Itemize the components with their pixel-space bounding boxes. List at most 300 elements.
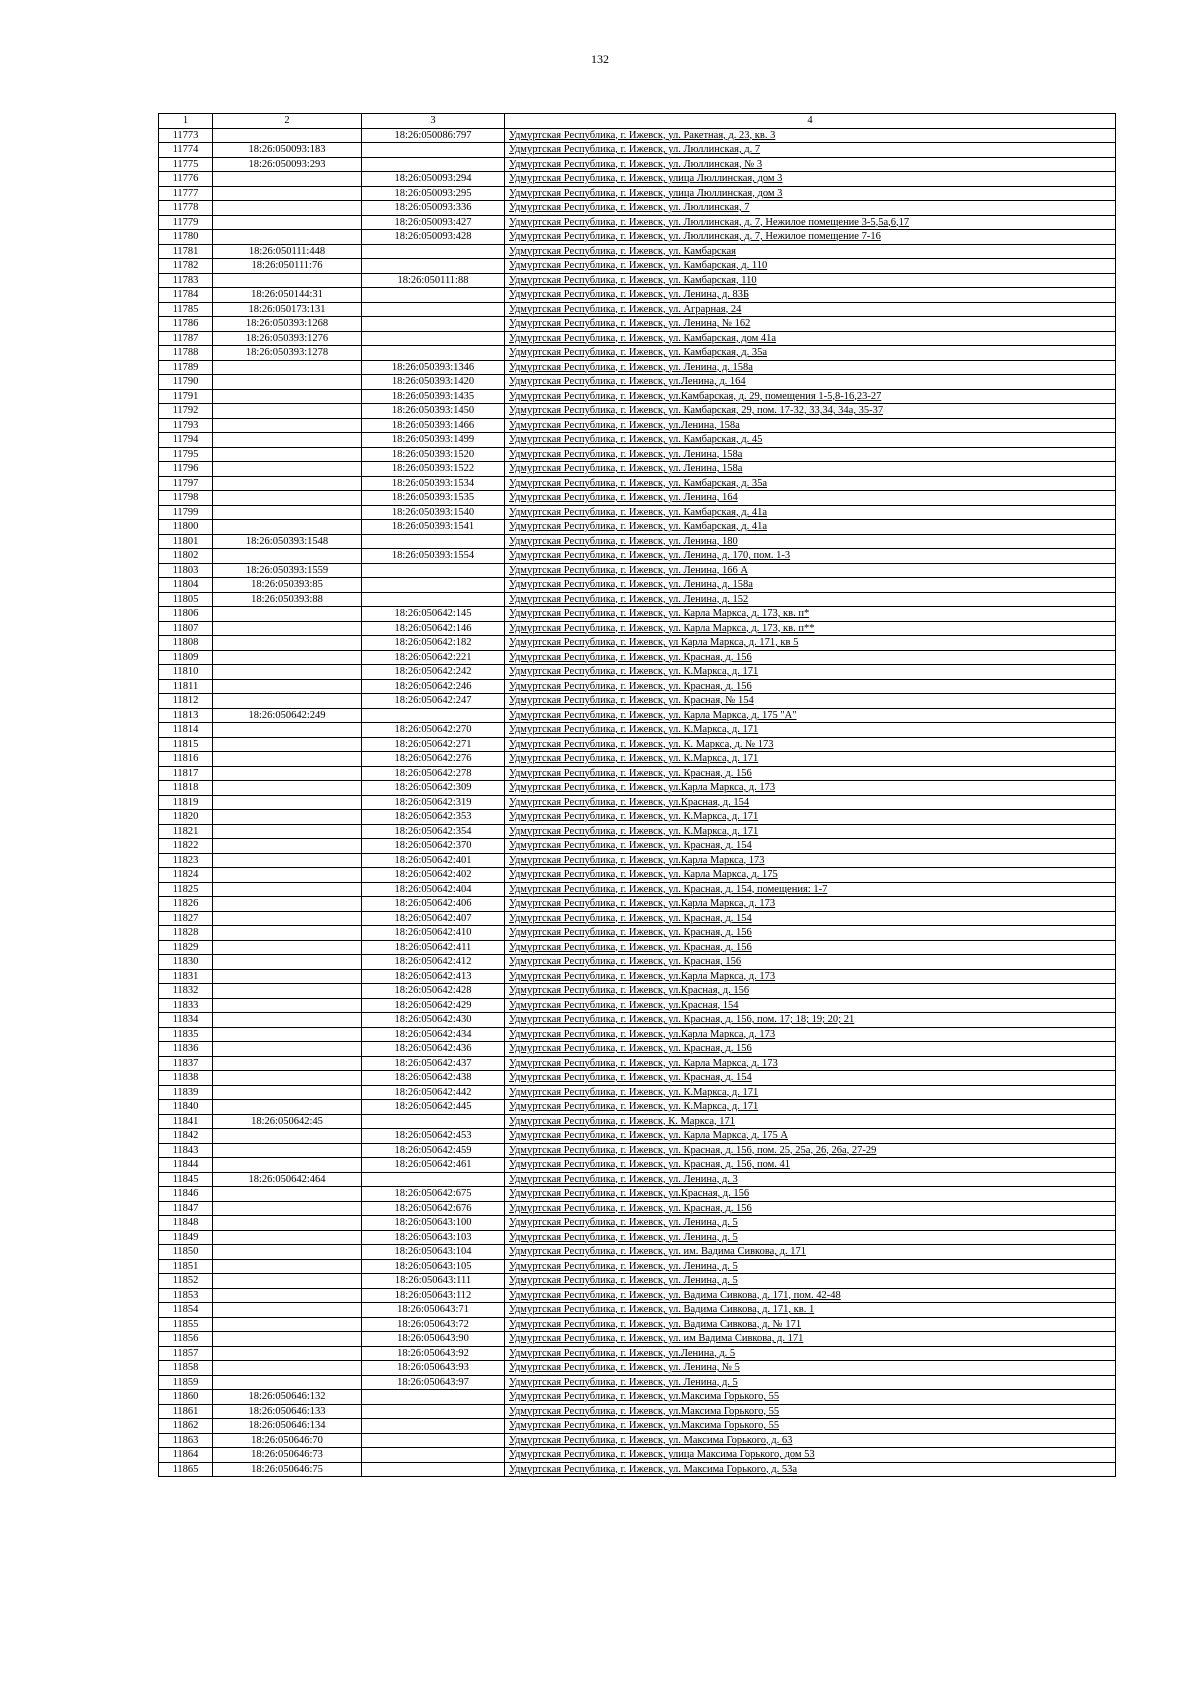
building-cadastral-number (362, 317, 505, 332)
address: Удмуртская Республика, г. Ижевск, ул. Ленина, 164 (505, 491, 1116, 506)
row-number: 11813 (159, 708, 213, 723)
address: Удмуртская Республика, г. Ижевск, ул. Ленина, д. 5 (505, 1274, 1116, 1289)
building-cadastral-number: 18:26:050642:675 (362, 1187, 505, 1202)
table-row (159, 1013, 1116, 1028)
table-row (159, 172, 1116, 187)
building-cadastral-number: 18:26:050642:410 (362, 926, 505, 941)
parcel-cadastral-number (213, 810, 362, 825)
row-number: 11799 (159, 505, 213, 520)
table-row (159, 230, 1116, 245)
address: Удмуртская Республика, г. Ижевск, ул. Ленина, д. 83Б (505, 288, 1116, 303)
row-number: 11791 (159, 389, 213, 404)
address: Удмуртская Республика, г. Ижевск, ул. Ленина, д. 158а (505, 578, 1116, 593)
table-row (159, 998, 1116, 1013)
table-body (159, 128, 1116, 1477)
building-cadastral-number: 18:26:050642:429 (362, 998, 505, 1013)
parcel-cadastral-number: 18:26:050144:31 (213, 288, 362, 303)
address: Удмуртская Республика, г. Ижевск, ул. Карла Маркса, д. 173, кв. п** (505, 621, 1116, 636)
table-row (159, 462, 1116, 477)
parcel-cadastral-number (213, 940, 362, 955)
building-cadastral-number (362, 1172, 505, 1187)
parcel-cadastral-number: 18:26:050393:1278 (213, 346, 362, 361)
building-cadastral-number: 18:26:050642:354 (362, 824, 505, 839)
parcel-cadastral-number (213, 491, 362, 506)
table-row (159, 1390, 1116, 1405)
row-number: 11796 (159, 462, 213, 477)
address: Удмуртская Республика, г. Ижевск, ул. Люллинская, 7 (505, 201, 1116, 216)
column-header-2: 2 (213, 114, 362, 129)
row-number: 11853 (159, 1288, 213, 1303)
building-cadastral-number: 18:26:050643:103 (362, 1230, 505, 1245)
building-cadastral-number: 18:26:050642:437 (362, 1056, 505, 1071)
row-number: 11819 (159, 795, 213, 810)
building-cadastral-number (362, 143, 505, 158)
building-cadastral-number: 18:26:050642:461 (362, 1158, 505, 1173)
table-row (159, 1129, 1116, 1144)
table-row (159, 1201, 1116, 1216)
building-cadastral-number (362, 259, 505, 274)
building-cadastral-number (362, 1462, 505, 1477)
building-cadastral-number: 18:26:050643:90 (362, 1332, 505, 1347)
parcel-cadastral-number (213, 462, 362, 477)
parcel-cadastral-number (213, 665, 362, 680)
parcel-cadastral-number: 18:26:050393:85 (213, 578, 362, 593)
table-row (159, 1245, 1116, 1260)
parcel-cadastral-number: 18:26:050393:1268 (213, 317, 362, 332)
building-cadastral-number: 18:26:050642:146 (362, 621, 505, 636)
parcel-cadastral-number: 18:26:050646:133 (213, 1404, 362, 1419)
address: Удмуртская Республика, г. Ижевск, ул. Красная, д. 156 (505, 926, 1116, 941)
table-row (159, 433, 1116, 448)
parcel-cadastral-number (213, 1013, 362, 1028)
row-number: 11816 (159, 752, 213, 767)
address: Удмуртская Республика, г. Ижевск, ул. Ленина, 158а (505, 462, 1116, 477)
row-number: 11848 (159, 1216, 213, 1231)
building-cadastral-number: 18:26:050642:247 (362, 694, 505, 709)
address: Удмуртская Республика, г. Ижевск, К. Маркса, 171 (505, 1114, 1116, 1129)
building-cadastral-number (362, 1433, 505, 1448)
parcel-cadastral-number (213, 215, 362, 230)
table-row (159, 505, 1116, 520)
table-row (159, 186, 1116, 201)
parcel-cadastral-number (213, 1027, 362, 1042)
row-number: 11854 (159, 1303, 213, 1318)
address: Удмуртская Республика, г. Ижевск, ул.Максима Горького, 55 (505, 1390, 1116, 1405)
parcel-cadastral-number (213, 650, 362, 665)
parcel-cadastral-number (213, 998, 362, 1013)
parcel-cadastral-number (213, 1187, 362, 1202)
table-row (159, 708, 1116, 723)
building-cadastral-number: 18:26:050642:401 (362, 853, 505, 868)
building-cadastral-number: 18:26:050111:88 (362, 273, 505, 288)
table-row (159, 1230, 1116, 1245)
parcel-cadastral-number (213, 1361, 362, 1376)
building-cadastral-number (362, 563, 505, 578)
building-cadastral-number (362, 1448, 505, 1463)
building-cadastral-number: 18:26:050643:72 (362, 1317, 505, 1332)
building-cadastral-number: 18:26:050393:1499 (362, 433, 505, 448)
parcel-cadastral-number: 18:26:050111:76 (213, 259, 362, 274)
building-cadastral-number: 18:26:050642:182 (362, 636, 505, 651)
address: Удмуртская Республика, г. Ижевск, ул. им Вадима Сивкова, д. 171 (505, 1332, 1116, 1347)
building-cadastral-number: 18:26:050642:445 (362, 1100, 505, 1115)
building-cadastral-number (362, 157, 505, 172)
row-number: 11823 (159, 853, 213, 868)
table-row (159, 404, 1116, 419)
address: Удмуртская Республика, г. Ижевск, улица Люллинская, дом 3 (505, 186, 1116, 201)
row-number: 11773 (159, 128, 213, 143)
building-cadastral-number: 18:26:050642:459 (362, 1143, 505, 1158)
address: Удмуртская Республика, г. Ижевск, ул. Аграрная, 24 (505, 302, 1116, 317)
table-row (159, 810, 1116, 825)
address: Удмуртская Республика, г. Ижевск, ул. Ленина, д. 5 (505, 1375, 1116, 1390)
table-row (159, 723, 1116, 738)
row-number: 11777 (159, 186, 213, 201)
row-number: 11860 (159, 1390, 213, 1405)
row-number: 11820 (159, 810, 213, 825)
parcel-cadastral-number (213, 607, 362, 622)
address: Удмуртская Республика, г. Ижевск, ул. Красная, д. 156 (505, 940, 1116, 955)
parcel-cadastral-number: 18:26:050646:70 (213, 1433, 362, 1448)
address: Удмуртская Республика, г. Ижевск, ул.Красная, д. 156 (505, 984, 1116, 999)
address: Удмуртская Республика, г. Ижевск, ул. Красная, д. 156 (505, 1201, 1116, 1216)
parcel-cadastral-number (213, 1346, 362, 1361)
building-cadastral-number (362, 534, 505, 549)
registry-table (158, 113, 1116, 1477)
row-number: 11830 (159, 955, 213, 970)
address: Удмуртская Республика, г. Ижевск, ул. Карла Маркса, д. 173, кв. п* (505, 607, 1116, 622)
building-cadastral-number: 18:26:050643:100 (362, 1216, 505, 1231)
building-cadastral-number: 18:26:050642:246 (362, 679, 505, 694)
table-row (159, 1216, 1116, 1231)
table-row (159, 1462, 1116, 1477)
table-row (159, 1317, 1116, 1332)
address: Удмуртская Республика, г. Ижевск, ул. Карла Маркса, д. 175 "А" (505, 708, 1116, 723)
row-number: 11845 (159, 1172, 213, 1187)
parcel-cadastral-number: 18:26:050393:88 (213, 592, 362, 607)
parcel-cadastral-number: 18:26:050093:183 (213, 143, 362, 158)
address: Удмуртская Республика, г. Ижевск, ул.Максима Горького, 55 (505, 1419, 1116, 1434)
table-row (159, 955, 1116, 970)
parcel-cadastral-number (213, 679, 362, 694)
table-row (159, 592, 1116, 607)
address: Удмуртская Республика, г. Ижевск, ул. Ленина, 158а (505, 447, 1116, 462)
address: Удмуртская Республика, г. Ижевск, ул. Вадима Сивкова, д. 171, пом. 42-48 (505, 1288, 1116, 1303)
parcel-cadastral-number (213, 795, 362, 810)
table-row (159, 636, 1116, 651)
address: Удмуртская Республика, г. Ижевск, ул. Ленина, 166 А (505, 563, 1116, 578)
address: Удмуртская Республика, г. Ижевск, ул. Люллинская, д. 7, Нежилое помещение 3-5,5а,6,17 (505, 215, 1116, 230)
row-number: 11863 (159, 1433, 213, 1448)
address: Удмуртская Республика, г. Ижевск, ул. Вадима Сивкова, д. № 171 (505, 1317, 1116, 1332)
building-cadastral-number: 18:26:050642:442 (362, 1085, 505, 1100)
building-cadastral-number: 18:26:050643:105 (362, 1259, 505, 1274)
table-row (159, 969, 1116, 984)
table-row (159, 911, 1116, 926)
row-number: 11855 (159, 1317, 213, 1332)
parcel-cadastral-number (213, 1216, 362, 1231)
row-number: 11864 (159, 1448, 213, 1463)
address: Удмуртская Республика, г. Ижевск, ул.Ленина, 158а (505, 418, 1116, 433)
building-cadastral-number: 18:26:050393:1541 (362, 520, 505, 535)
address: Удмуртская Республика, г. Ижевск, ул. К.Маркса, д. 171 (505, 1100, 1116, 1115)
building-cadastral-number: 18:26:050642:309 (362, 781, 505, 796)
address: Удмуртская Республика, г. Ижевск, ул. Ленина, 180 (505, 534, 1116, 549)
building-cadastral-number (362, 331, 505, 346)
parcel-cadastral-number (213, 1100, 362, 1115)
address: Удмуртская Республика, г. Ижевск, ул.Красная, д. 156 (505, 1187, 1116, 1202)
address: Удмуртская Республика, г. Ижевск, ул. Красная, д. 154 (505, 839, 1116, 854)
table-row (159, 1433, 1116, 1448)
table-row (159, 752, 1116, 767)
address: Удмуртская Республика, г. Ижевск, ул. Ленина, д. 170, пом. 1-3 (505, 549, 1116, 564)
parcel-cadastral-number (213, 1143, 362, 1158)
table-row (159, 897, 1116, 912)
building-cadastral-number: 18:26:050642:145 (362, 607, 505, 622)
building-cadastral-number: 18:26:050093:428 (362, 230, 505, 245)
row-number: 11780 (159, 230, 213, 245)
parcel-cadastral-number (213, 1303, 362, 1318)
row-number: 11778 (159, 201, 213, 216)
row-number: 11793 (159, 418, 213, 433)
row-number: 11786 (159, 317, 213, 332)
parcel-cadastral-number: 18:26:050642:45 (213, 1114, 362, 1129)
address: Удмуртская Республика, г. Ижевск, ул. Максима Горького, д. 53а (505, 1462, 1116, 1477)
building-cadastral-number: 18:26:050642:434 (362, 1027, 505, 1042)
table-row (159, 273, 1116, 288)
building-cadastral-number: 18:26:050642:402 (362, 868, 505, 883)
row-number: 11852 (159, 1274, 213, 1289)
address: Удмуртская Республика, г. Ижевск, ул.Ленина, д. 5 (505, 1346, 1116, 1361)
address: Удмуртская Республика, г. Ижевск, ул. Камбарская, д. 35а (505, 476, 1116, 491)
building-cadastral-number: 18:26:050642:221 (362, 650, 505, 665)
parcel-cadastral-number: 18:26:050173:131 (213, 302, 362, 317)
parcel-cadastral-number (213, 752, 362, 767)
table-row (159, 1100, 1116, 1115)
building-cadastral-number (362, 708, 505, 723)
building-cadastral-number: 18:26:050093:336 (362, 201, 505, 216)
parcel-cadastral-number (213, 273, 362, 288)
row-number: 11779 (159, 215, 213, 230)
address: Удмуртская Республика, г. Ижевск, ул. Камбарская, 110 (505, 273, 1116, 288)
parcel-cadastral-number (213, 404, 362, 419)
table-row (159, 302, 1116, 317)
parcel-cadastral-number (213, 360, 362, 375)
table-row (159, 737, 1116, 752)
row-number: 11805 (159, 592, 213, 607)
column-header-1: 1 (159, 114, 213, 129)
address: Удмуртская Республика, г. Ижевск, ул.Карла Маркса, д. 173 (505, 1027, 1116, 1042)
parcel-cadastral-number (213, 201, 362, 216)
parcel-cadastral-number: 18:26:050642:464 (213, 1172, 362, 1187)
table-row (159, 621, 1116, 636)
row-number: 11797 (159, 476, 213, 491)
address: Удмуртская Республика, г. Ижевск, улица Люллинская, дом 3 (505, 172, 1116, 187)
header-row (159, 114, 1116, 129)
table-row (159, 882, 1116, 897)
row-number: 11784 (159, 288, 213, 303)
row-number: 11839 (159, 1085, 213, 1100)
building-cadastral-number: 18:26:050393:1520 (362, 447, 505, 462)
row-number: 11809 (159, 650, 213, 665)
row-number: 11857 (159, 1346, 213, 1361)
parcel-cadastral-number (213, 882, 362, 897)
address: Удмуртская Республика, г. Ижевск, ул. Красная, д. 154, помещения: 1-7 (505, 882, 1116, 897)
building-cadastral-number: 18:26:050393:1540 (362, 505, 505, 520)
parcel-cadastral-number (213, 230, 362, 245)
table-row (159, 926, 1116, 941)
table-row (159, 940, 1116, 955)
parcel-cadastral-number: 18:26:050646:134 (213, 1419, 362, 1434)
row-number: 11794 (159, 433, 213, 448)
table-row (159, 288, 1116, 303)
table-row (159, 1346, 1116, 1361)
parcel-cadastral-number (213, 1274, 362, 1289)
address: Удмуртская Республика, г. Ижевск, ул. Красная, д. 154 (505, 1071, 1116, 1086)
table-row (159, 534, 1116, 549)
building-cadastral-number: 18:26:050093:427 (362, 215, 505, 230)
row-number: 11831 (159, 969, 213, 984)
address: Удмуртская Республика, г. Ижевск, ул.Карла Маркса, 173 (505, 853, 1116, 868)
building-cadastral-number: 18:26:050642:407 (362, 911, 505, 926)
parcel-cadastral-number (213, 1317, 362, 1332)
building-cadastral-number: 18:26:050642:276 (362, 752, 505, 767)
parcel-cadastral-number (213, 172, 362, 187)
row-number: 11833 (159, 998, 213, 1013)
row-number: 11859 (159, 1375, 213, 1390)
building-cadastral-number (362, 1390, 505, 1405)
address: Удмуртская Республика, г. Ижевск, ул. Ленина, д. 5 (505, 1216, 1116, 1231)
table-row (159, 1259, 1116, 1274)
parcel-cadastral-number (213, 1042, 362, 1057)
table-row (159, 795, 1116, 810)
table-row (159, 1187, 1116, 1202)
parcel-cadastral-number (213, 766, 362, 781)
row-number: 11802 (159, 549, 213, 564)
table-row (159, 824, 1116, 839)
row-number: 11812 (159, 694, 213, 709)
row-number: 11828 (159, 926, 213, 941)
table-row (159, 839, 1116, 854)
parcel-cadastral-number (213, 969, 362, 984)
table-row (159, 128, 1116, 143)
table-row (159, 1288, 1116, 1303)
row-number: 11785 (159, 302, 213, 317)
building-cadastral-number: 18:26:050393:1466 (362, 418, 505, 433)
parcel-cadastral-number (213, 1158, 362, 1173)
table-row (159, 259, 1116, 274)
address: Удмуртская Республика, г. Ижевск, ул. Камбарская, дом 41а (505, 331, 1116, 346)
building-cadastral-number: 18:26:050393:1522 (362, 462, 505, 477)
parcel-cadastral-number: 18:26:050642:249 (213, 708, 362, 723)
building-cadastral-number: 18:26:050642:271 (362, 737, 505, 752)
table-row (159, 520, 1116, 535)
table-row (159, 157, 1116, 172)
address: Удмуртская Республика, г. Ижевск, ул. Ленина, д. 158а (505, 360, 1116, 375)
row-number: 11782 (159, 259, 213, 274)
row-number: 11801 (159, 534, 213, 549)
building-cadastral-number (362, 1419, 505, 1434)
row-number: 11815 (159, 737, 213, 752)
building-cadastral-number (362, 302, 505, 317)
table-row (159, 476, 1116, 491)
building-cadastral-number: 18:26:050086:797 (362, 128, 505, 143)
table-row (159, 1172, 1116, 1187)
row-number: 11829 (159, 940, 213, 955)
address: Удмуртская Республика, г. Ижевск, ул. Красная, 156 (505, 955, 1116, 970)
table-row (159, 1332, 1116, 1347)
parcel-cadastral-number (213, 1129, 362, 1144)
parcel-cadastral-number (213, 1085, 362, 1100)
address: Удмуртская Республика, г. Ижевск, улица Максима Горького, дом 53 (505, 1448, 1116, 1463)
address: Удмуртская Республика, г. Ижевск, ул.Карла Маркса, д. 173 (505, 897, 1116, 912)
address: Удмуртская Республика, г. Ижевск, ул. Красная, д. 156 (505, 766, 1116, 781)
address: Удмуртская Республика, г. Ижевск, ул. Люллинская, д. 7 (505, 143, 1116, 158)
parcel-cadastral-number (213, 1375, 362, 1390)
row-number: 11803 (159, 563, 213, 578)
building-cadastral-number: 18:26:050642:676 (362, 1201, 505, 1216)
address: Удмуртская Республика, г. Ижевск, ул. Ленина, № 162 (505, 317, 1116, 332)
table-row (159, 346, 1116, 361)
parcel-cadastral-number (213, 694, 362, 709)
row-number: 11807 (159, 621, 213, 636)
table-row (159, 694, 1116, 709)
address: Удмуртская Республика, г. Ижевск, ул. Люллинская, № 3 (505, 157, 1116, 172)
table-row (159, 1303, 1116, 1318)
building-cadastral-number (362, 1404, 505, 1419)
parcel-cadastral-number (213, 418, 362, 433)
row-number: 11856 (159, 1332, 213, 1347)
address: Удмуртская Республика, г. Ижевск, ул. Люллинская, д. 7, Нежилое помещение 7-16 (505, 230, 1116, 245)
parcel-cadastral-number (213, 520, 362, 535)
table-row (159, 1404, 1116, 1419)
parcel-cadastral-number (213, 186, 362, 201)
table-row (159, 201, 1116, 216)
row-number: 11850 (159, 1245, 213, 1260)
row-number: 11783 (159, 273, 213, 288)
parcel-cadastral-number: 18:26:050646:75 (213, 1462, 362, 1477)
parcel-cadastral-number (213, 621, 362, 636)
address: Удмуртская Республика, г. Ижевск, ул. Красная, д. 156 (505, 679, 1116, 694)
address: Удмуртская Республика, г. Ижевск, ул. К.Маркса, д. 171 (505, 1085, 1116, 1100)
table-row (159, 317, 1116, 332)
row-number: 11774 (159, 143, 213, 158)
table-row (159, 781, 1116, 796)
table-row (159, 1274, 1116, 1289)
column-header-3: 3 (362, 114, 505, 129)
row-number: 11776 (159, 172, 213, 187)
row-number: 11822 (159, 839, 213, 854)
table-row (159, 868, 1116, 883)
row-number: 11789 (159, 360, 213, 375)
building-cadastral-number (362, 346, 505, 361)
row-number: 11806 (159, 607, 213, 622)
row-number: 11811 (159, 679, 213, 694)
parcel-cadastral-number (213, 476, 362, 491)
table-row (159, 563, 1116, 578)
table-row (159, 1085, 1116, 1100)
address: Удмуртская Республика, г. Ижевск, ул. Карла Маркса, д. 175 (505, 868, 1116, 883)
building-cadastral-number: 18:26:050643:97 (362, 1375, 505, 1390)
building-cadastral-number: 18:26:050393:1554 (362, 549, 505, 564)
address: Удмуртская Республика, г. Ижевск, ул. К.Маркса, д. 171 (505, 824, 1116, 839)
building-cadastral-number: 18:26:050393:1450 (362, 404, 505, 419)
address: Удмуртская Республика, г. Ижевск, ул. им. Вадима Сивкова, д. 171 (505, 1245, 1116, 1260)
table-row (159, 650, 1116, 665)
row-number: 11849 (159, 1230, 213, 1245)
building-cadastral-number: 18:26:050642:413 (362, 969, 505, 984)
building-cadastral-number: 18:26:050642:412 (362, 955, 505, 970)
